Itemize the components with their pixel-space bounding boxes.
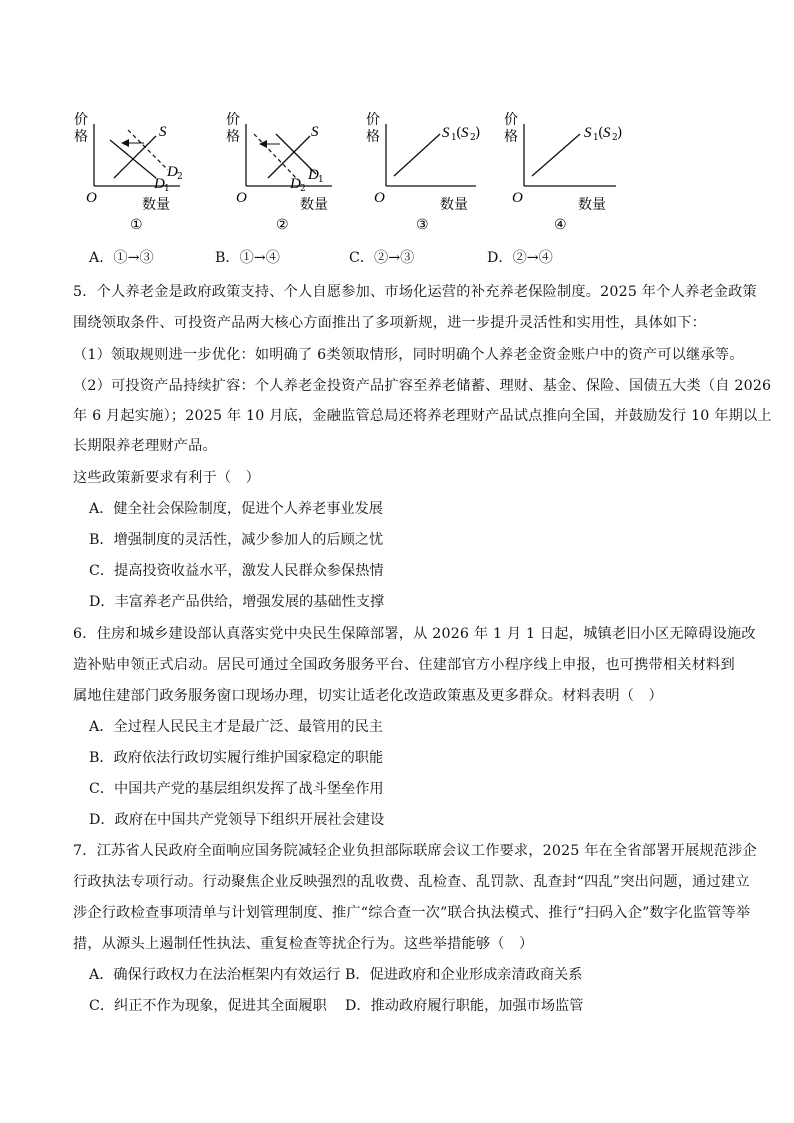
price-label-top: 价 [504, 112, 518, 128]
demand-curve-d1 [110, 140, 156, 178]
q7-option-a[interactable]: A．确保行政权力在法治框架内有效运行 [89, 967, 341, 983]
qty-label: 数量 [440, 197, 468, 213]
q6-option-d[interactable]: D．政府在中国共产党领导下组织开展社会建设 [89, 812, 385, 828]
d1-subscript: 1 [318, 175, 324, 185]
graph-3 [360, 104, 510, 234]
q6-stem-line-2: 造补贴申领正式启动。居民可通过全国政务服务平台、住建部官方小程序线上申报，也可携带相关材料到 [73, 657, 735, 673]
origin-label: O [374, 190, 385, 206]
d2-subscript: 2 [177, 172, 183, 182]
graph-number: ③ [416, 217, 429, 233]
q4-option-c[interactable]: C．②→③ [349, 250, 415, 266]
q6-option-a[interactable]: A．全过程人民民主才是最广泛、最管用的民主 [89, 719, 383, 735]
q7-stem-line-2: 行政执法专项行动。行动聚焦企业反映强烈的乱收费、乱检查、乱罚款、乱查封“四乱”突出问题，通过建立 [73, 874, 750, 890]
qty-label: 数量 [300, 197, 328, 213]
s2-label: S [461, 125, 469, 141]
paren-open: ( [598, 125, 604, 141]
s2-label: S [603, 125, 611, 141]
d1-label: D [308, 167, 319, 183]
price-label-top: 价 [366, 112, 380, 128]
graph-1 [70, 104, 220, 234]
s1-label: S [442, 125, 450, 141]
d2-subscript: 2 [300, 184, 306, 194]
s2-subscript: 2 [612, 133, 618, 143]
supply-label: S [311, 124, 319, 140]
q5-stem-line-5: 年 6 月起实施）；2025 年 10 月底，金融监管总局还将养老理财产品试点推向全国，并鼓励发行 10 年期以上 [73, 408, 772, 424]
qty-label: 数量 [578, 197, 606, 213]
q6-stem-line-3: 属地住建部门政务服务窗口现场办理，切实让适老化改造政策惠及更多群众。材料表明（ ） [73, 688, 663, 704]
q5-question: 这些政策新要求有利于（ ） [73, 470, 261, 486]
q5-stem-line-4: （2）可投资产品持续扩容：个人养老金投资产品扩容至养老储蓄、理财、基金、保险、国债五大类（自 2026 [73, 378, 772, 394]
graph-number: ① [130, 217, 143, 233]
q5-option-a[interactable]: A．健全社会保险制度，促进个人养老事业发展 [89, 501, 383, 517]
q7-option-b[interactable]: B．促进政府和企业形成亲清政商关系 [345, 967, 583, 983]
origin-label: O [512, 190, 523, 206]
d1-label: D [154, 176, 165, 192]
d2-label: D [290, 176, 301, 192]
qty-label: 数量 [142, 197, 170, 213]
supply-curve [268, 136, 310, 178]
price-label-bottom: 格 [504, 129, 518, 145]
demand-curve-d2 [254, 134, 298, 180]
paren-close: ) [475, 125, 481, 141]
supply-curve [394, 134, 440, 176]
supply-curve [114, 136, 156, 178]
q5-stem-line-1: 5．个人养老金是政府政策支持、个人自愿参加、市场化运营的补充养老保险制度。2025 年个人养老金政策 [73, 284, 757, 300]
s2-subscript: 2 [470, 133, 476, 143]
d2-label: D [167, 164, 178, 180]
supply-demand-diagram-2 [218, 104, 368, 234]
supply-diagram-4 [498, 104, 648, 234]
s1-subscript: 1 [593, 133, 599, 143]
supply-demand-diagram-1 [70, 104, 220, 234]
graph-number: ④ [554, 217, 567, 233]
q7-option-d[interactable]: D．推动政府履行职能，加强市场监管 [345, 998, 584, 1014]
q7-stem-line-1: 7．江苏省人民政府全面响应国务院减轻企业负担部际联席会议工作要求，2025 年在全省部署开展规范涉企 [73, 843, 757, 859]
q5-option-c[interactable]: C．提高投资收益水平，激发人民群众参保热情 [89, 563, 384, 579]
price-label-bottom: 格 [366, 129, 380, 145]
origin-label: O [236, 190, 247, 206]
origin-label: O [86, 190, 97, 206]
q5-option-b[interactable]: B．增强制度的灵活性，减少参加人的后顾之忧 [89, 532, 384, 548]
graph-4 [498, 104, 648, 234]
q5-option-d[interactable]: D．丰富养老产品供给，增强发展的基础性支撑 [89, 594, 385, 610]
d1-subscript: 1 [164, 184, 170, 194]
price-label-top: 价 [226, 112, 240, 128]
q4-option-b[interactable]: B．①→④ [215, 250, 280, 266]
q7-option-c[interactable]: C．纠正不作为现象，促进其全面履职 [89, 998, 327, 1014]
graph-2 [218, 104, 368, 234]
q7-stem-line-4: 措，从源头上遏制任性执法、重复检查等扰企行为。这些举措能够（ ） [73, 936, 534, 952]
paren-open: ( [456, 125, 462, 141]
q5-stem-line-6: 长期限养老理财产品。 [73, 438, 217, 454]
paren-close: ) [617, 125, 623, 141]
supply-curve [532, 134, 580, 176]
price-label-top: 价 [74, 112, 88, 128]
q6-option-b[interactable]: B．政府依法行政切实履行维护国家稳定的职能 [89, 750, 384, 766]
s1-subscript: 1 [451, 133, 457, 143]
q5-stem-line-2: 围绕领取条件、可投资产品两大核心方面推出了多项新规，进一步提升灵活性和实用性，具体如下： [73, 315, 707, 331]
price-label-bottom: 格 [226, 129, 240, 145]
graph-number: ② [276, 217, 289, 233]
price-label-bottom: 格 [74, 129, 88, 145]
supply-diagram-3 [360, 104, 510, 234]
s1-label: S [584, 125, 592, 141]
q7-stem-line-3: 涉企行政检查事项清单与计划管理制度、推广“综合查一次”联合执法模式、推行“扫码入企”数字化监管等举 [73, 905, 751, 921]
q4-option-d[interactable]: D．②→④ [487, 250, 553, 266]
q4-option-a[interactable]: A．①→③ [89, 250, 154, 266]
q6-stem-line-1: 6．住房和城乡建设部认真落实党中央民生保障部署，从 2026 年 1 月 1 日起，城镇老旧小区无障碍设施改 [73, 626, 756, 642]
q6-option-c[interactable]: C．中国共产党的基层组织发挥了战斗堡垒作用 [89, 781, 384, 797]
q5-stem-line-3: （1）领取规则进一步优化：如明确了 6类领取情形，同时明确个人养老金资金账户中的资产可以继承等。 [73, 347, 744, 363]
supply-label: S [159, 124, 167, 140]
